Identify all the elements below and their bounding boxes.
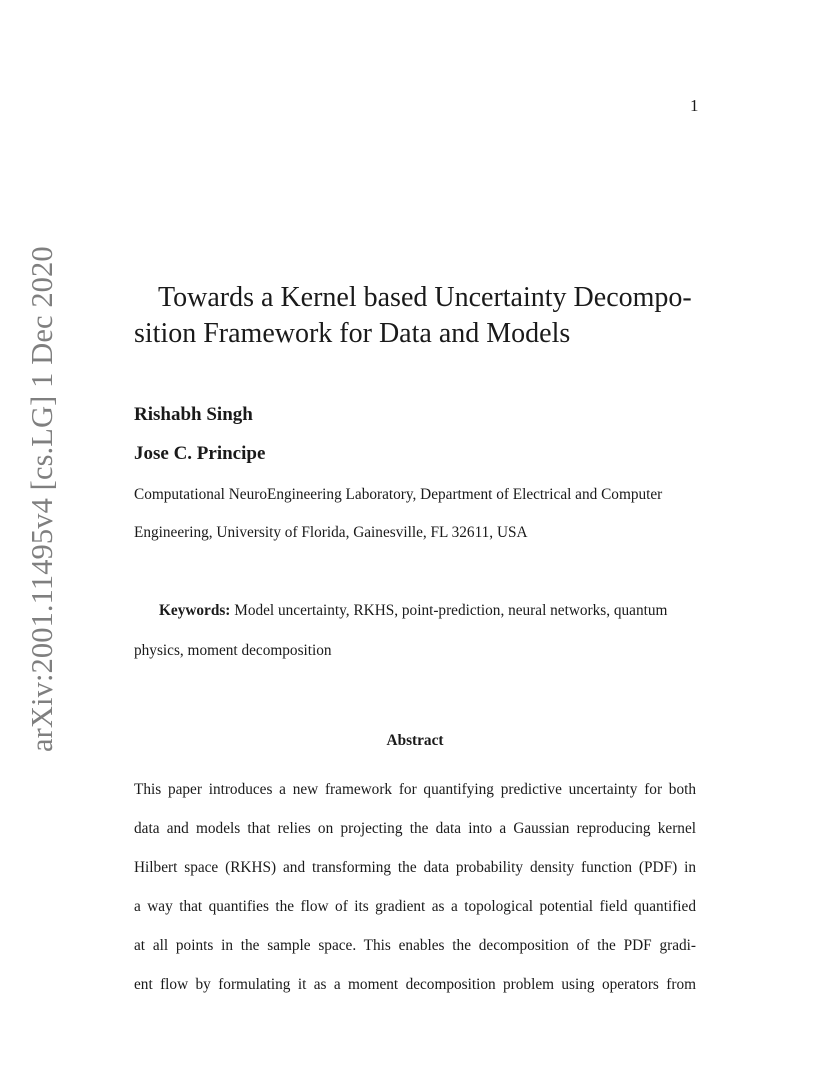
abstract-line: Hilbert space (RKHS) and transforming the data probability density function (PDF) in	[134, 859, 696, 876]
arxiv-identifier-stamp[interactable]: arXiv:2001.11495v4 [cs.LG] 1 Dec 2020	[25, 246, 59, 752]
abstract-line: at all points in the sample space. This enables the decomposition of the PDF gradi-	[134, 937, 696, 954]
author-name: Rishabh Singh	[134, 404, 253, 425]
abstract-line: This paper introduces a new framework for quantifying predictive uncertainty for both	[134, 781, 696, 798]
affiliation-line-1: Computational NeuroEngineering Laboratory, Department of Electrical and Computer	[134, 486, 663, 503]
abstract-line: ent flow by formulating it as a moment decomposition problem using operators from	[134, 976, 696, 993]
title-line-2: sition Framework for Data and Models	[134, 318, 571, 349]
abstract-line: a way that quantifies the flow of its gradient as a topological potential field quantified	[134, 898, 696, 915]
keywords-label: Keywords:	[159, 602, 231, 619]
keywords-line-2: physics, moment decomposition	[134, 642, 332, 659]
affiliation-line-2: Engineering, University of Florida, Gainesville, FL 32611, USA	[134, 524, 528, 541]
title-line-1: Towards a Kernel based Uncertainty Decompo-	[158, 282, 692, 313]
keywords-line-1	[134, 601, 721, 621]
author-name: Jose C. Principe	[134, 443, 266, 464]
abstract-line: data and models that relies on projecting the data into a Gaussian reproducing kernel	[134, 820, 696, 837]
page-number: 1	[690, 96, 699, 115]
abstract-heading: Abstract	[386, 732, 444, 749]
paper-title	[134, 280, 704, 352]
keywords-text: Model uncertainty, RKHS, point-prediction, neural networks, quantum	[234, 602, 668, 619]
